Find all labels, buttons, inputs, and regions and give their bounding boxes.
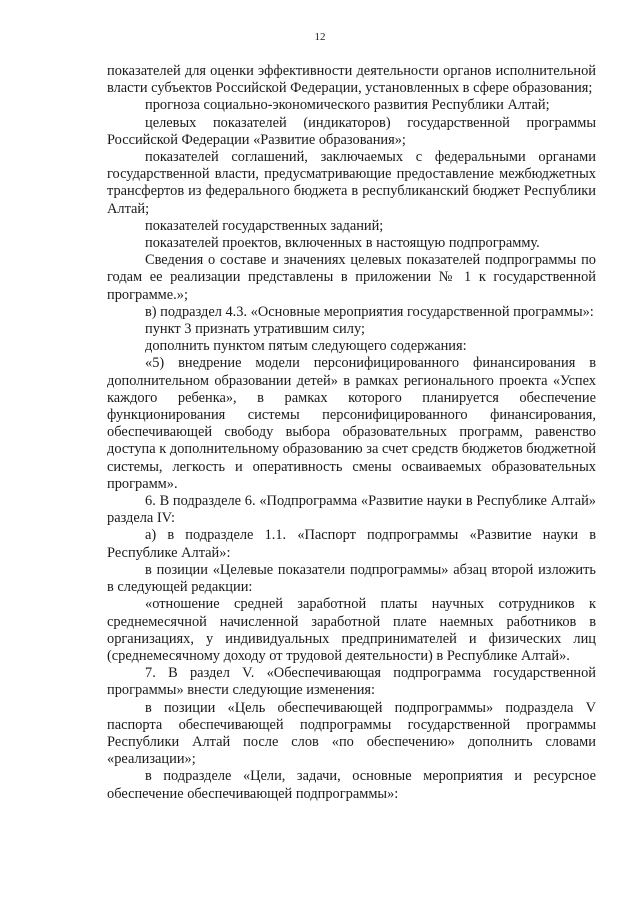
paragraph-15: «отношение средней заработной платы научных сотрудников к среднемесячной начисленной заработной плате наемных работников в организациях, у индивидуальных предпринимателей и физических лиц (среднемесячному доходу от трудовой деятельности) в Республике Алтай». — [107, 596, 596, 664]
paragraph-7: Сведения о составе и значениях целевых показателей подпрограммы по годам ее реализации представлены в приложении № 1 к государственной программе.»; — [107, 252, 596, 303]
page-number: 12 — [314, 31, 326, 43]
paragraph-16: 7. В раздел V. «Обеспечивающая подпрограмма государственной программы» внести следующие изменения: — [107, 665, 596, 699]
paragraph-12: 6. В подразделе 6. «Подпрограмма «Развитие науки в Республике Алтай» раздела IV: — [107, 493, 596, 527]
paragraph-11: «5) внедрение модели персонифицированного финансирования в дополнительном образовании детей» в рамках регионального проекта «Успех каждого ребенка», в рамках которого планируется обеспечение функционирования системы персонифицированного финансирования, обеспечивающей свободу выбора образовательных программ, равенство доступа к дополнительному образованию за счет средств бюджетов бюджетной системы, легкость и оперативность смены осваиваемых образовательных программ». — [107, 355, 596, 492]
paragraph-17: в позиции «Цель обеспечивающей подпрограммы» подраздела V паспорта обеспечивающей подпрограммы государственной программы Республики Алтай после слов «по обеспечению» дополнить словами «реализации»; — [107, 699, 596, 768]
paragraph-1: показателей для оценки эффективности деятельности органов исполнительной власти субъектов Российской Федерации, установленных в сфере образования; — [107, 63, 596, 97]
paragraph-4: показателей соглашений, заключаемых с федеральными органами государственной власти, предусматривающие предоставление межбюджетных трансфертов из федерального бюджета в республиканский бюджет Республики Алтай; — [107, 149, 596, 217]
paragraph-8: в) подраздел 4.3. «Основные мероприятия государственной программы»: — [145, 303, 594, 320]
paragraph-9: пункт 3 признать утратившим силу; — [145, 321, 365, 338]
paragraph-5: показателей государственных заданий; — [145, 217, 384, 234]
paragraph-13: а) в подразделе 1.1. «Паспорт подпрограммы «Развитие науки в Республике Алтай»: — [107, 527, 596, 561]
paragraph-10: дополнить пунктом пятым следующего содержания: — [145, 338, 467, 355]
paragraph-18: в подразделе «Цели, задачи, основные мероприятия и ресурсное обеспечение обеспечивающей подпрограммы»: — [107, 768, 596, 802]
paragraph-2: прогноза социально-экономического развития Республики Алтай; — [145, 97, 550, 114]
paragraph-3: целевых показателей (индикаторов) государственной программы Российской Федерации «Развитие образования»; — [107, 114, 596, 148]
document-body — [107, 63, 596, 803]
paragraph-6: показателей проектов, включенных в настоящую подпрограмму. — [145, 235, 540, 252]
paragraph-14: в позиции «Целевые показатели подпрограммы» абзац второй изложить в следующей редакции: — [107, 561, 596, 596]
